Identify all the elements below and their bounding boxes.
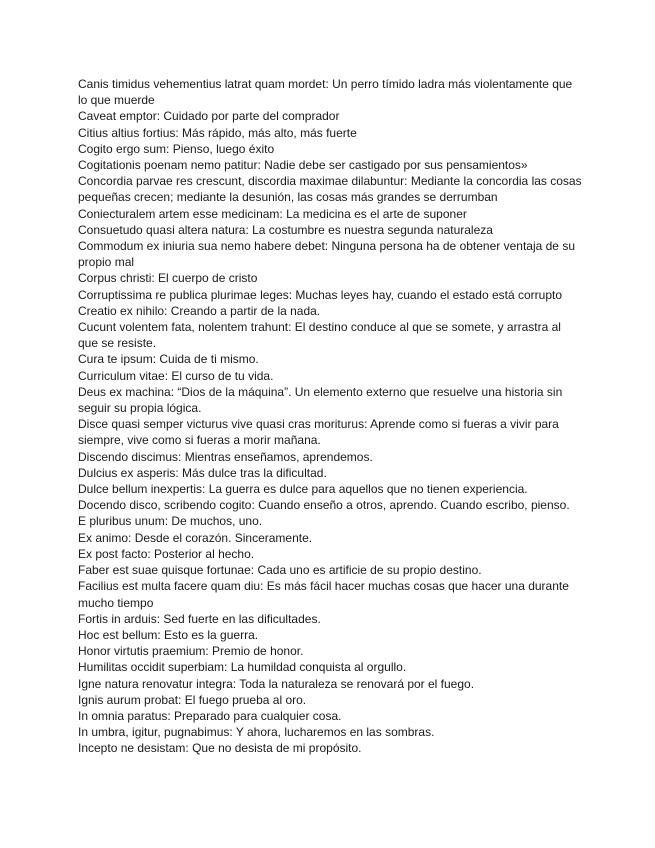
- list-item: Fortis in arduis: Sed fuerte en las dificultades.: [78, 611, 321, 626]
- list-item: Deus ex machina: “Dios de la máquina”. Un elemento externo que resuelve una historia sin seguir su propia lógica.: [78, 384, 563, 416]
- list-item: Ignis aurum probat: El fuego prueba al oro.: [78, 692, 307, 707]
- list-item: E pluribus unum: De muchos, uno.: [78, 514, 263, 529]
- list-item: Consuetudo quasi altera natura: La costumbre es nuestra segunda naturaleza: [78, 222, 493, 237]
- list-item: Citius altius fortius: Más rápido, más alto, más fuerte: [78, 125, 357, 140]
- list-item: Humilitas occidit superbiam: La humildad conquista al orgullo.: [78, 660, 407, 675]
- list-item: Cogitationis poenam nemo patitur: Nadie debe ser castigado por sus pensamientos»: [78, 158, 528, 173]
- list-item: Honor virtutis praemium: Premio de honor.: [78, 644, 304, 659]
- list-item: Docendo disco, scribendo cogito: Cuando enseño a otros, aprendo. Cuando escribo, pienso.: [78, 498, 570, 513]
- list-item: Disce quasi semper victurus vive quasi cras moriturus: Aprende como si fueras a vivir para siempre, vive como si fueras a morir mañana.: [78, 417, 559, 448]
- list-item: Dulcius ex asperis: Más dulce tras la dificultad.: [78, 465, 327, 480]
- list-item: Cura te ipsum: Cuida de ti mismo.: [78, 352, 259, 367]
- phrase-list: [78, 76, 583, 757]
- list-item: Curriculum vitae: El curso de tu vida.: [78, 368, 274, 383]
- list-item: Coniecturalem artem esse medicinam: La medicina es el arte de suponer: [78, 206, 467, 221]
- list-item: Canis timidus vehementius latrat quam mordet: Un perro tímido ladra más violentamente que lo que muerde: [78, 77, 573, 108]
- list-item: Commodum ex iniuria sua nemo habere debet: Ninguna persona ha de obtener ventaja de su propio mal: [78, 239, 575, 270]
- list-item: Discendo discimus: Mientras enseñamos, aprendemos.: [78, 449, 373, 464]
- list-item: Faber est suae quisque fortunae: Cada uno es artificie de su propio destino.: [78, 563, 482, 578]
- list-item: Hoc est bellum: Esto es la guerra.: [78, 627, 259, 642]
- list-item: Concordia parvae res crescunt, discordia maximae dilabuntur: Mediante la concordia las cosas pequeñas crecen; mediante la desunión, las cosas más grandes se derrumban: [78, 174, 582, 205]
- list-item: In omnia paratus: Preparado para cualquier cosa.: [78, 708, 342, 723]
- list-item: Corpus christi: El cuerpo de cristo: [78, 271, 258, 286]
- list-item: Incepto ne desistam: Que no desista de mi propósito.: [78, 741, 362, 756]
- list-item: Caveat emptor: Cuidado por parte del comprador: [78, 109, 340, 124]
- list-item: Facilius est multa facere quam diu: Es más fácil hacer muchas cosas que hacer una durante mucho tiempo: [78, 579, 569, 610]
- list-item: Cucunt volentem fata, nolentem trahunt: El destino conduce al que se somete, y arrastra al que se resiste.: [78, 320, 561, 351]
- list-item: Cogito ergo sum: Pienso, luego éxito: [78, 141, 275, 156]
- list-item: Creatio ex nihilo: Creando a partir de la nada.: [78, 303, 321, 318]
- list-item: Ex animo: Desde el corazón. Sinceramente.: [78, 530, 313, 545]
- list-item: Ex post facto: Posterior al hecho.: [78, 546, 255, 561]
- list-item: Corruptissima re publica plurimae leges: Muchas leyes hay, cuando el estado está corrupto: [78, 287, 563, 302]
- list-item: Dulce bellum inexpertis: La guerra es dulce para aquellos que no tienen experiencia.: [78, 482, 528, 497]
- list-item: Igne natura renovatur integra: Toda la naturaleza se renovará por el fuego.: [78, 676, 475, 691]
- list-item: In umbra, igitur, pugnabimus: Y ahora, lucharemos en las sombras.: [78, 725, 435, 740]
